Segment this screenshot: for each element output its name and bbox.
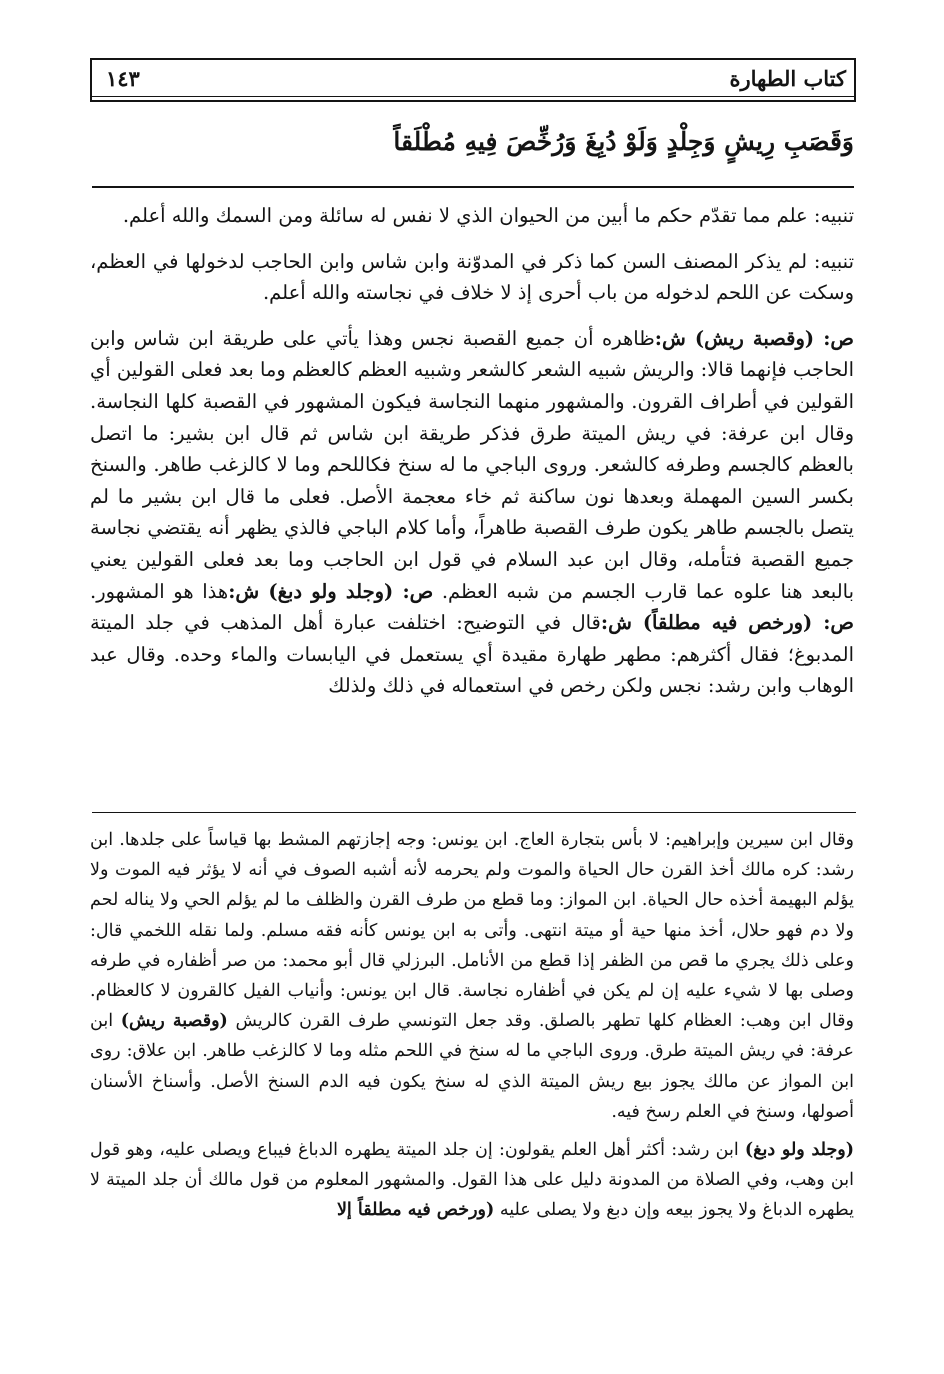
commentary-label: ص: (وجلد ولو دبغ) ش: xyxy=(228,579,434,603)
book-title: كتاب الطهارة xyxy=(729,66,846,91)
footnote-section xyxy=(90,825,854,1226)
commentary-section xyxy=(90,200,854,702)
commentary-label: ص: (وقصبة ريش) ش: xyxy=(654,326,854,350)
footnote-label: (وجلد ولو دبغ) xyxy=(744,1140,854,1161)
commentary-paragraph-2: تنبيه: لم يذكر المصنف السن كما ذكر في المدوّنة وابن شاس وابن الحاجب لدخولها في العظم، وسكت عن اللحم لدخوله من باب أحرى إذ لا خلاف في نجاسته والله أعلم. xyxy=(90,249,854,305)
footnote-text: وقال ابن سيرين وإبراهيم: لا بأس بتجارة العاج. ابن يونس: وجه إجازتهم المشط بها قياساً على جلدها. ابن رشد: كره مالك أخذ القرن حال الحياة والموت ولم يحرمه لأنه أشبه الصوف في أنه لا يؤثر فيه الموت ولا يؤلم البهيمة أخذه حال الحياة. ابن المواز: وما قطع من طرف القرن والظلف ما لم يؤلم الحي ولا يناله لحم ولا دم فهو حلال، أخذ منها حية أو ميتة انتهى. وأتى به ابن يونس كأنه فقه مسلم. ولما نقله اللخمي قال: وعلى ذلك يجري ما قص من الظفر إذا قطع من الأنامل. البرزلي قال أبو محمد: من صر أظفاره في طرفه وصلى بها لا شيء عليه إن لم يكن في أظفاره نجاسة. قال ابن يونس: وأنياب الفيل كالقرون لا كالعظام. وقال ابن وهب: العظام كلها تطهر بالصلق. وقد جعل التونسي طرف القرن كالريش xyxy=(90,830,854,1032)
footnote-text: ابن رشد: أكثر أهل العلم يقولون: إن جلد الميتة يطهره الدباغ فيباع ويصلى عليه، وهو قول ابن وهب، وفي الصلاة من المدونة دليل على هذا القول. والمشهور المعلوم من قول مالك أن جلد الميتة لا يطهره الدباغ ولا يجوز بيعه وإن دبغ ولا يصلى عليه xyxy=(90,1140,854,1221)
footnote-paragraph-1 xyxy=(90,825,854,1127)
divider-line xyxy=(92,186,854,188)
commentary-paragraph-3 xyxy=(90,323,854,702)
commentary-label: ص: (ورخص فيه مطلقاً) ش: xyxy=(600,611,854,635)
page-header xyxy=(90,58,856,102)
matn-text: وَقَصَبِ رِيشٍ وَجِلْدٍ وَلَوْ دُبِغَ وَرُخِّصَ فِيهِ مُطْلَقاً xyxy=(393,127,854,156)
footnote-label: (ورخص فيه مطلقاً إلا xyxy=(336,1200,495,1221)
page-number: ١٤٣ xyxy=(106,66,140,91)
commentary-paragraph-1: تنبيه: علم مما تقدّم حكم ما أبين من الحيوان الذي لا نفس له سائلة ومن السمك والله أعلم. xyxy=(122,204,854,227)
footnote-text: ابن عرفة: في ريش الميتة طرق. وروى الباجي ما له سنخ في اللحم مثله وما لا كالزغب طاهر. ابن علاق: روى ابن المواز عن مالك يجوز بيع ريش الميتة الذي له سنخ يكون فيه الدم السنخ الأصل. وأسناخ الأسنان أصولها، وسنخ في العلم رسخ فيه. xyxy=(90,1011,854,1122)
commentary-text: قال في التوضيح: اختلفت عبارة أهل المذهب في جلد الميتة المدبوغ؛ فقال أكثرهم: مطهر طهارة مقيدة أي يستعمل في اليابسات والماء وحده. وقال عبد الوهاب وابن رشد: نجس ولكن رخص في استعماله في ذلك ولذلك xyxy=(90,611,854,698)
footnote-divider xyxy=(92,812,856,813)
footnote-label: (وقصبة ريش) xyxy=(120,1011,228,1032)
commentary-text: ظاهره أن جميع القصبة نجس وهذا يأتي على طريقة ابن شاس وابن الحاجب فإنهما قالا: والريش شبيه الشعر كالشعر وشبيه العظم كالعظم وما بعد فعلى القولين أي القولين في أطراف القرون. والمشهور منهما النجاسة فيكون المشهور في القصبة كلها النجاسة. وقال ابن عرفة: في ريش الميتة طرق فذكر طريقة ابن شاس ثم قال ابن بشير: ما اتصل بالعظم كالجسم وطرفه كالشعر. وروى الباجي ما له سنخ فكاللحم وما لا كالزغب طاهر. والسنخ بكسر السين المهملة وبعدها نون ساكنة ثم خاء معجمة الأصل. فعلى ما قال ابن بشير ما لم يتصل بالجسم طاهر يكون طرف القصبة طاهراً، وأما كلام الباجي فالذي يظهر أنه يقتضي نجاسة جميع القصبة فتأمله، وقال ابن عبد السلام في قول ابن الحاجب وما بعد فعلى القولين يعني بالبعد هنا علوه عما قارب الجسم من شبه العظم. xyxy=(90,326,854,603)
commentary-text: هذا هو المشهور. xyxy=(90,579,229,603)
footnote-paragraph-2 xyxy=(90,1135,854,1226)
